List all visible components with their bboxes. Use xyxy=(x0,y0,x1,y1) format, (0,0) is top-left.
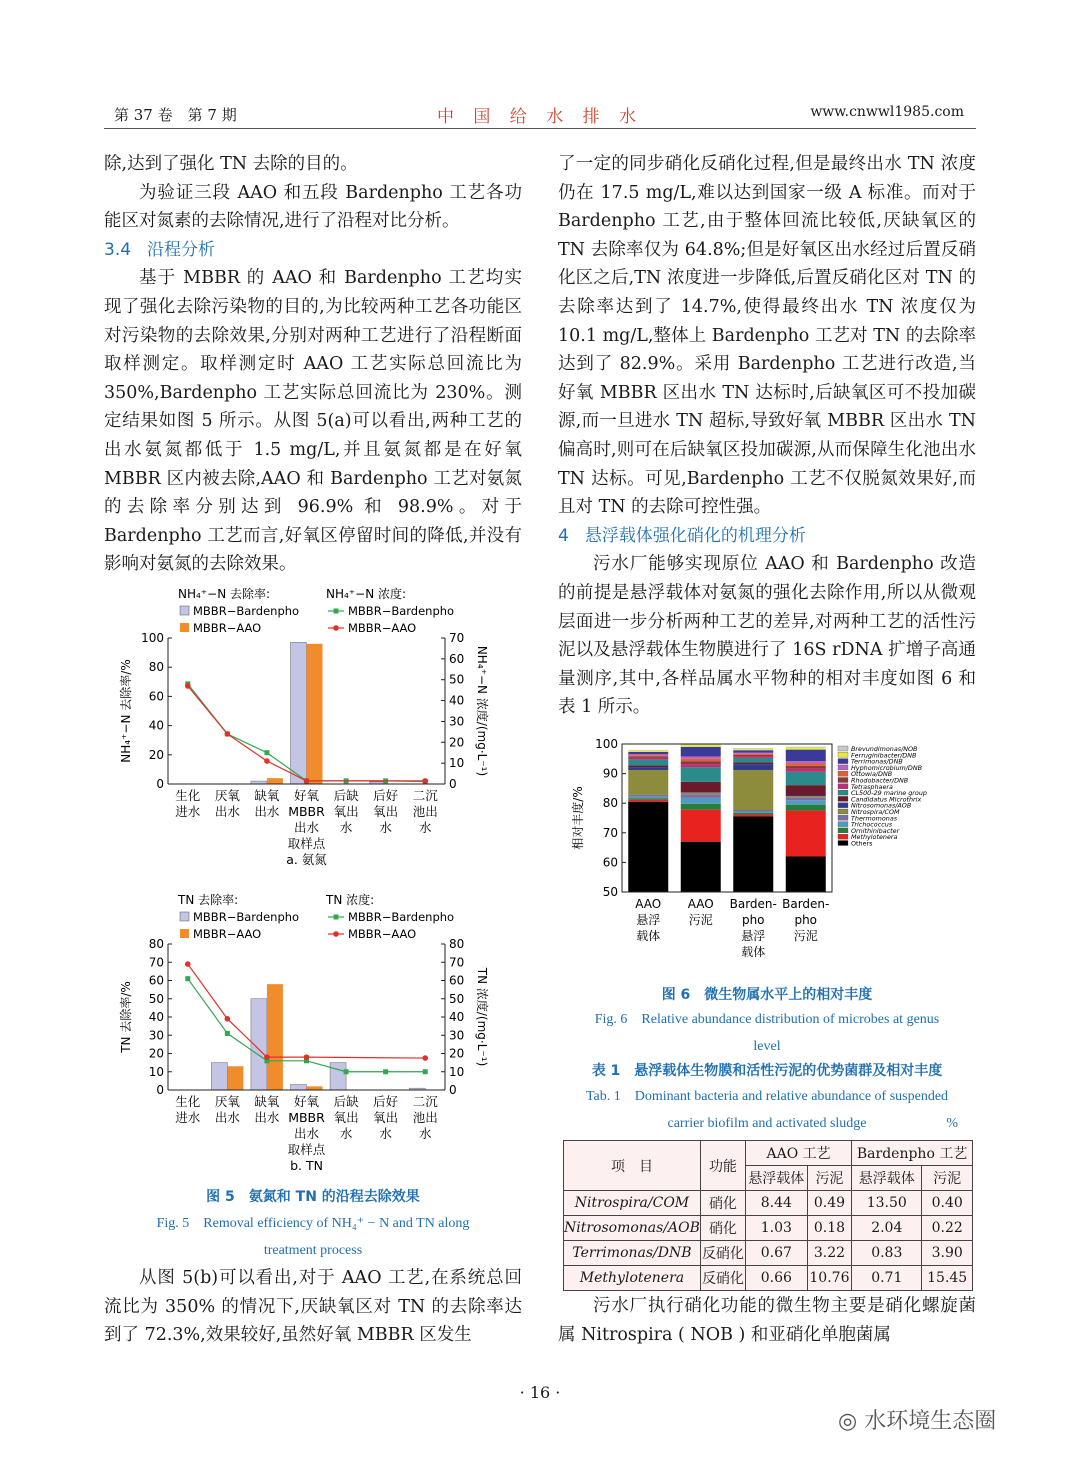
stacked-segment xyxy=(786,766,826,769)
x-tick-label: 厌氧 xyxy=(214,788,240,803)
y-axis-label: NH₄⁺−N 去除率/% xyxy=(119,659,133,763)
stacked-segment xyxy=(733,811,773,812)
legend-swatch xyxy=(838,759,848,764)
tick-label: 0 xyxy=(156,1083,164,1097)
legend-swatch xyxy=(180,606,189,615)
stacked-segment xyxy=(786,811,826,857)
page-number: · 16 · xyxy=(519,1383,561,1402)
x-tick-label: 悬浮 xyxy=(741,929,766,943)
stacked-segment xyxy=(681,798,721,804)
legend-swatch xyxy=(838,841,848,846)
stacked-segment xyxy=(733,753,773,754)
stacked-segment xyxy=(733,750,773,752)
tick-label: 30 xyxy=(148,1028,164,1043)
tick-label: 20 xyxy=(449,1046,465,1061)
figure-6-caption-cn: 图 6 微生物属水平上的相对丰度 xyxy=(661,987,873,1003)
paragraph: 从图 5(b)可以看出,对于 AAO 工艺,在系统总回流比为 350% 的情况下,厌缺氧区对 TN 的去除率达到了 72.3%,效果较好,虽然好氧 MBBR 区发生 xyxy=(104,1268,522,1346)
legend-label: MBBR−AAO xyxy=(348,927,417,941)
legend-swatch xyxy=(180,623,189,632)
data-point xyxy=(225,1016,231,1022)
stacked-segment xyxy=(681,792,721,793)
section-heading: 3.4 沿程分析 xyxy=(104,239,216,260)
wechat-icon: ◎ xyxy=(838,1409,858,1434)
x-tick-label: 出水 xyxy=(214,804,240,819)
paragraph: 了一定的同步硝化反硝化过程,但是最终出水 TN 浓度仍在 17.5 mg/L,难以达到国家一级 A 标准。而对于 Bardenpho 工艺,由于整体回流比较低,厌缺氧区的 TN 去除率仅为 64.8%;但是好氧区出水经过后置反硝化区之后,TN 浓度进一步降低,后置反硝化区对 TN 的去除率达到了 14.7%,使得最终出水 TN 浓度仅为 10.1 mg/L,整体上 Bardenpho 工艺对 TN 的去除率达到了 82.9%。采用 Bardenpho 工艺进行改造,当好氧 MBBR 区出水 TN 达标时,后缺氧区可不投加碳源,而一旦进水 TN 超标,导致好氧 MBBR 区出水 TN 偏高时,则可在后缺氧区投加碳源,从而保障生化池出水 TN 达标。可见,Bardenpho 工艺不仅脱氮效果好,而且对 TN 的去除可控性强。 xyxy=(558,154,976,518)
right-column-top xyxy=(558,150,976,722)
stacked-segment xyxy=(733,814,773,816)
tick-label: 50 xyxy=(148,991,164,1006)
stacked-segment xyxy=(733,748,773,749)
stacked-segment xyxy=(628,751,668,752)
table-header: 悬浮载体 xyxy=(745,1166,807,1191)
stacked-segment xyxy=(628,795,668,797)
table-header: AAO 工艺 xyxy=(745,1141,851,1166)
x-axis-label: 取样点 xyxy=(287,1142,326,1157)
legend-label: MBBR−AAO xyxy=(348,621,417,635)
x-tick-label: 水 xyxy=(339,1126,353,1141)
x-tick-label: Barden- xyxy=(729,897,777,911)
tick-label: 60 xyxy=(148,973,164,988)
legend-title: NH₄⁺−N 去除率: xyxy=(178,587,271,601)
tick-label: 10 xyxy=(449,756,465,771)
legend-label: Candidatus Microthrix xyxy=(851,795,922,804)
x-tick-label: 载体 xyxy=(741,945,766,959)
table-header: 污泥 xyxy=(807,1166,852,1191)
stacked-segment xyxy=(786,769,826,772)
x-tick-label: 污泥 xyxy=(793,929,818,943)
legend-label: Nitrosomonas/AOB xyxy=(851,801,912,810)
stacked-segment xyxy=(733,764,773,770)
left-column-bottom xyxy=(104,1264,522,1350)
stacked-segment xyxy=(628,765,668,767)
section-heading: 4 悬浮载体强化硝化的机理分析 xyxy=(558,525,806,546)
legend-swatch xyxy=(838,822,848,827)
stacked-segment xyxy=(786,797,826,800)
tick-label: 0 xyxy=(449,777,457,791)
stacked-segment xyxy=(733,810,773,811)
legend-swatch xyxy=(838,752,848,757)
data-point xyxy=(304,1054,310,1060)
figure-6-chart xyxy=(560,734,980,974)
x-tick-label: 生化 xyxy=(175,1094,201,1109)
bar xyxy=(267,778,283,784)
table-row: Terrimonas/DNB 反硝化 0.67 3.22 0.83 3.90 xyxy=(564,1241,973,1266)
legend-label: Hyphomicrobium/DNB xyxy=(851,763,923,772)
x-tick-label: 水 xyxy=(418,820,432,835)
tick-label: 30 xyxy=(449,714,465,729)
stacked-segment xyxy=(786,748,826,750)
stacked-segment xyxy=(786,800,826,804)
stacked-segment xyxy=(628,752,668,754)
legend-title: TN 浓度: xyxy=(326,893,375,907)
stacked-segment xyxy=(786,796,826,797)
tick-label: 80 xyxy=(449,937,465,951)
x-tick-label: 好氧 xyxy=(293,1094,320,1109)
stacked-segment xyxy=(786,761,826,763)
stacked-segment xyxy=(733,813,773,814)
stacked-segment xyxy=(681,756,721,758)
data-point xyxy=(264,758,270,764)
legend-swatch xyxy=(180,912,189,921)
stacked-segment xyxy=(681,745,721,747)
y2-axis-label: TN 浓度/(mg·L⁻¹) xyxy=(475,967,489,1067)
stacked-segment xyxy=(681,761,721,764)
stacked-segment xyxy=(681,764,721,767)
data-point xyxy=(423,1069,428,1074)
x-tick-label: pho xyxy=(794,913,818,927)
x-tick-label: 生化 xyxy=(175,788,201,803)
legend-label: MBBR−AAO xyxy=(193,927,262,941)
legend-label: Rhodobacter/DNB xyxy=(851,776,909,785)
data-point xyxy=(264,750,269,755)
stacked-segment xyxy=(786,785,826,795)
stacked-segment xyxy=(733,770,773,810)
stacked-segment xyxy=(733,755,773,756)
x-tick-label: 氧出 xyxy=(373,804,399,819)
stacked-segment xyxy=(786,750,826,762)
x-tick-label: 二沉 xyxy=(412,788,438,803)
x-tick-label: 后好 xyxy=(373,788,399,803)
x-tick-label: 后缺 xyxy=(333,788,359,803)
running-header xyxy=(104,98,976,129)
x-tick-label: 出水 xyxy=(254,1110,280,1125)
right-column-bottom xyxy=(558,1292,976,1349)
tick-label: 80 xyxy=(148,937,164,951)
legend-label: MBBR−Bardenpho xyxy=(193,604,300,618)
x-tick-label: 出水 xyxy=(293,820,320,835)
subfigure-label: a. 氨氮 xyxy=(286,852,327,867)
data-point xyxy=(225,1031,230,1036)
legend-marker xyxy=(334,915,339,920)
stacked-segment xyxy=(628,802,668,892)
bar xyxy=(267,984,283,1090)
stacked-segment xyxy=(733,817,773,892)
stacked-segment xyxy=(681,767,721,782)
legend-swatch xyxy=(838,834,848,839)
x-tick-label: AAO xyxy=(635,897,662,911)
legend-swatch xyxy=(838,803,848,808)
x-tick-label: MBBR xyxy=(288,804,325,819)
stacked-segment xyxy=(628,756,668,757)
legend-swatch xyxy=(838,771,848,776)
volume-issue: 第 37 卷 第 7 期 xyxy=(114,106,237,124)
legend-label: Trichococcus xyxy=(851,820,893,829)
legend-swatch xyxy=(838,809,848,814)
stacked-segment xyxy=(681,782,721,792)
data-point xyxy=(264,1054,270,1060)
table-row: Methylotenera 反硝化 0.66 10.76 0.71 15.45 xyxy=(564,1266,973,1291)
x-tick-label: 厌氧 xyxy=(214,1094,240,1109)
y-axis-label: TN 去除率/% xyxy=(119,981,133,1053)
stacked-segment xyxy=(733,754,773,755)
stacked-segment xyxy=(628,750,668,751)
stacked-segment xyxy=(786,796,826,797)
stacked-segment xyxy=(786,805,826,811)
legend-label: Others xyxy=(851,839,873,848)
x-tick-label: 缺氧 xyxy=(254,788,280,803)
stacked-segment xyxy=(733,762,773,764)
tick-label: 50 xyxy=(449,672,465,687)
x-tick-label: 水 xyxy=(379,1126,392,1141)
stacked-segment xyxy=(628,758,668,759)
tick-label: 0 xyxy=(449,1083,457,1097)
bar xyxy=(330,1063,346,1090)
tick-label: 60 xyxy=(449,651,465,666)
x-tick-label: 水 xyxy=(379,820,392,835)
series-line xyxy=(188,964,425,1058)
table-row: Nitrospira/COM 硝化 8.44 0.49 13.50 0.40 xyxy=(564,1191,973,1216)
table-row: Nitrosomonas/AOB 硝化 1.03 0.18 2.04 0.22 xyxy=(564,1216,973,1241)
tick-label: 70 xyxy=(449,631,465,645)
tick-label: 60 xyxy=(602,855,618,870)
legend-label: MBBR−Bardenpho xyxy=(348,910,455,924)
bar xyxy=(307,644,323,784)
legend-label: Terrimonas/DNB xyxy=(851,757,903,766)
data-point xyxy=(185,976,190,981)
legend-label: Nitrospira/COM xyxy=(851,808,900,816)
x-tick-label: AAO xyxy=(687,897,714,911)
data-point xyxy=(225,731,231,737)
table-1 xyxy=(563,1140,973,1291)
legend-label: Methylotenera xyxy=(851,833,898,842)
x-tick-label: 二沉 xyxy=(412,1094,438,1109)
legend-label: Thermomonas xyxy=(851,814,898,823)
tick-label: 50 xyxy=(449,991,465,1006)
tick-label: 40 xyxy=(148,1010,164,1024)
stacked-segment xyxy=(681,793,721,794)
legend-swatch xyxy=(180,929,189,938)
table-header: 悬浮载体 xyxy=(852,1166,922,1191)
x-tick-label: 水 xyxy=(339,820,353,835)
x-tick-label: Barden- xyxy=(782,897,830,911)
legend-label: MBBR−Bardenpho xyxy=(348,604,455,618)
y-axis-label: 相对丰度/% xyxy=(571,786,585,850)
bar xyxy=(227,1066,243,1090)
tick-label: 40 xyxy=(148,718,164,733)
subfigure-label: b. TN xyxy=(290,1158,323,1173)
figure-6-caption-en: Fig. 6 Relative abundance distribution of microbes at genus level xyxy=(594,1012,940,1054)
tick-label: 70 xyxy=(449,955,465,970)
journal-name: 中 国 给 水 排 水 xyxy=(436,107,644,127)
x-tick-label: 进水 xyxy=(175,1110,201,1125)
x-tick-label: 氧出 xyxy=(333,1110,359,1125)
x-tick-label: 后好 xyxy=(373,1094,399,1109)
x-tick-label: 缺氧 xyxy=(254,1094,280,1109)
x-tick-label: 池出 xyxy=(412,1110,438,1125)
stacked-segment xyxy=(628,798,668,799)
stacked-segment xyxy=(628,797,668,798)
stacked-segment xyxy=(733,749,773,750)
tick-label: 60 xyxy=(148,689,164,704)
tick-label: 10 xyxy=(148,1064,164,1079)
stacked-segment xyxy=(681,759,721,761)
legend-swatch xyxy=(838,815,848,820)
stacked-segment xyxy=(786,764,826,766)
legend-title: NH₄⁺−N 浓度: xyxy=(326,587,407,601)
x-tick-label: 出水 xyxy=(254,804,280,819)
stacked-segment xyxy=(786,856,826,892)
legend-label: Ornithinibacter xyxy=(851,826,900,835)
tick-label: 100 xyxy=(595,737,618,751)
tick-label: 40 xyxy=(449,1010,465,1024)
left-column-top xyxy=(104,150,522,579)
stacked-segment xyxy=(628,755,668,756)
stacked-segment xyxy=(681,810,721,842)
stacked-segment xyxy=(628,767,668,770)
x-tick-label: 悬浮 xyxy=(636,913,661,927)
x-axis-label: 取样点 xyxy=(287,836,326,851)
legend-label: Tetrasphaera xyxy=(851,782,893,791)
stacked-segment xyxy=(681,747,721,756)
legend-swatch xyxy=(838,828,848,833)
legend-marker xyxy=(333,931,339,937)
tick-label: 90 xyxy=(602,766,618,781)
data-point xyxy=(185,683,191,689)
x-tick-label: 好氧 xyxy=(293,788,320,803)
paragraph: 污水厂执行硝化功能的微生物主要是硝化螺旋菌属 Nitrospira ( NOB ) 和亚硝化单胞菌属 xyxy=(558,1296,976,1345)
stacked-segment xyxy=(681,804,721,810)
figure-5-caption-cn: 图 5 氨氮和 TN 的沿程去除效果 xyxy=(206,1189,420,1205)
bar xyxy=(307,1086,323,1090)
table-header: Bardenpho 工艺 xyxy=(852,1141,973,1166)
legend-label: Brevundimonas/NOB xyxy=(851,745,918,753)
paragraph: 基于 MBBR 的 AAO 和 Bardenpho 工艺均实现了强化去除污染物的目的,为比较两种工艺各功能区对污染物的去除效果,分别对两种工艺进行了沿程断面取样测定。取样测定时 AAO 工艺实际总回流比为 350%,Bardenpho 工艺实际总回流比为 230%。测定结果如图 5 所示。从图 5(a)可以看出,两种工艺的出水氨氮都低于 1.5 mg/L,并且氨氮都是在好氧 MBBR 区内被去除,AAO 和 Bardenpho 工艺对氨氮的去除率分别达到 96.9% 和 98.9%。对于 Bardenpho 工艺而言,好氧区停留时间的降低,并没有影响对氨氮的去除效果。 xyxy=(104,268,522,575)
data-point xyxy=(422,1055,428,1061)
legend-swatch xyxy=(838,790,848,795)
x-tick-label: 出水 xyxy=(214,1110,240,1125)
tick-label: 20 xyxy=(148,1046,164,1061)
tick-label: 100 xyxy=(141,631,164,645)
journal-url[interactable]: www.cnwwl1985.com xyxy=(810,104,964,120)
tick-label: 40 xyxy=(449,693,465,708)
legend-swatch xyxy=(838,796,848,801)
tick-label: 70 xyxy=(148,955,164,970)
table-header: 项 目 xyxy=(564,1141,701,1191)
legend-label: Ferruginibacter/DNB xyxy=(851,751,917,760)
tick-label: 20 xyxy=(449,735,465,750)
data-point xyxy=(344,1069,349,1074)
figure-5-caption-en: Fig. 5 Removal efficiency of NH₄⁺ − N and TN along treatment process xyxy=(156,1216,470,1258)
stacked-segment xyxy=(786,772,826,785)
table-1-caption-en: Tab. 1 Dominant bacteria and relative abundance of suspended carrier biofilm and activated sludge % xyxy=(585,1089,958,1131)
legend-title: TN 去除率: xyxy=(178,893,239,907)
bar xyxy=(291,1085,307,1090)
tick-label: 30 xyxy=(449,1028,465,1043)
table-header: 污泥 xyxy=(922,1166,973,1191)
x-tick-label: 载体 xyxy=(636,929,661,943)
tick-label: 80 xyxy=(602,796,618,811)
watermark: ◎ 水环境生态圈 xyxy=(838,1409,997,1434)
data-point xyxy=(185,961,191,967)
legend-marker xyxy=(334,609,339,614)
data-point xyxy=(383,1069,388,1074)
paragraph: 为验证三段 AAO 和五段 Bardenpho 工艺各功能区对氮素的去除情况,进行了沿程对比分析。 xyxy=(104,182,522,232)
x-tick-label: MBBR xyxy=(288,1110,325,1125)
data-point xyxy=(304,778,310,784)
x-tick-label: 水 xyxy=(418,1126,432,1141)
x-tick-label: 氧出 xyxy=(373,1110,399,1125)
stacked-segment xyxy=(681,794,721,798)
y2-axis-label: NH₄⁺−N 浓度/(mg·L⁻¹) xyxy=(475,645,489,777)
stacked-segment xyxy=(628,759,668,765)
legend-label: Ottowia/DNB xyxy=(851,770,893,779)
legend-marker xyxy=(333,625,339,631)
stacked-segment xyxy=(733,758,773,762)
legend-label: MBBR−Bardenpho xyxy=(193,910,300,924)
data-point xyxy=(422,778,428,784)
legend-swatch xyxy=(838,778,848,783)
x-tick-label: 进水 xyxy=(175,804,201,819)
paragraph: 污水厂能够实现原位 AAO 和 Bardenpho 改造的前提是悬浮载体对氨氮的强化去除作用,所以从微观层面进一步分析两种工艺的差异,对两种工艺的活性污泥以及悬浮载体生物膜进行了 16S rDNA 扩增子高通量测序,其中,各样品属水平物种的相对丰度如图 6 和表 1 所示。 xyxy=(558,554,976,718)
stacked-segment xyxy=(628,770,668,795)
table-header: 功能 xyxy=(700,1141,745,1191)
x-tick-label: pho xyxy=(741,913,765,927)
bar xyxy=(211,1063,227,1090)
legend-swatch xyxy=(838,765,848,770)
bar xyxy=(291,642,307,784)
tick-label: 60 xyxy=(449,973,465,988)
x-tick-label: 出水 xyxy=(293,1126,320,1141)
stacked-segment xyxy=(681,842,721,892)
x-tick-label: 后缺 xyxy=(333,1094,359,1109)
tick-label: 80 xyxy=(148,660,164,675)
stacked-segment xyxy=(733,756,773,757)
x-tick-label: 氧出 xyxy=(333,804,359,819)
legend-label: CL500-29 marine group xyxy=(851,789,927,798)
stacked-segment xyxy=(628,800,668,802)
x-tick-label: 污泥 xyxy=(688,913,713,927)
legend-swatch xyxy=(838,784,848,789)
x-tick-label: 池出 xyxy=(412,804,438,819)
tick-label: 10 xyxy=(449,1064,465,1079)
table-1-caption-cn: 表 1 悬浮载体生物膜和活性污泥的优势菌群及相对丰度 xyxy=(591,1063,943,1079)
paragraph: 除,达到了强化 TN 去除的目的。 xyxy=(104,154,358,174)
stacked-segment xyxy=(786,747,826,748)
tick-label: 20 xyxy=(148,747,164,762)
stacked-segment xyxy=(628,754,668,755)
tick-label: 50 xyxy=(602,885,618,899)
tick-label: 0 xyxy=(156,777,164,791)
legend-label: MBBR−AAO xyxy=(193,621,262,635)
legend-swatch xyxy=(838,746,848,751)
tick-label: 70 xyxy=(602,825,618,840)
figure-5-chart xyxy=(110,582,520,1182)
